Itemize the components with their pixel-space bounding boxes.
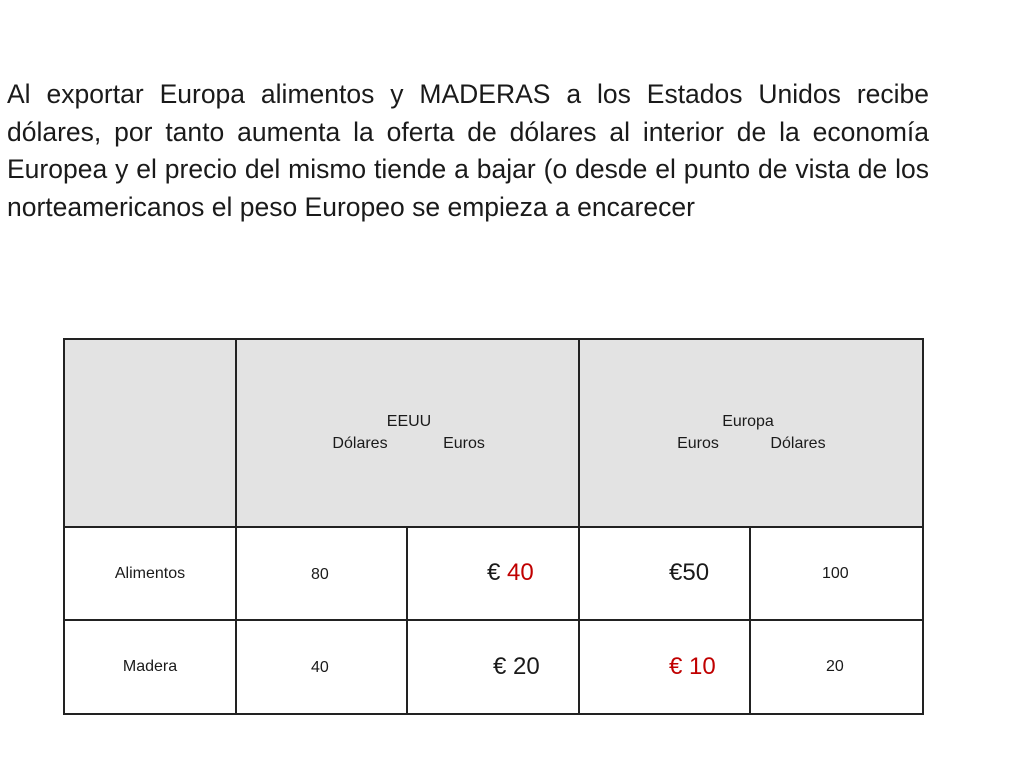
explanation-paragraph: Al exportar Europa alimentos y MADERAS a los Estados Unidos recibe dólares, por tanto aumenta la oferta de dólares al interior de la economía Europea y el precio del mismo tiende a bajar (o desde el punto de vista de los norteamericanos el peso Europeo se empieza a encarecer xyxy=(7,79,929,222)
header-eeuu-dolares: Dólares xyxy=(332,435,388,452)
eeuu-dolares-value: 40 xyxy=(311,659,329,676)
exchange-table xyxy=(63,338,924,715)
header-corner-cell xyxy=(63,338,237,528)
row-madera-label-cell xyxy=(63,619,237,715)
row-madera-europa-dolares-cell xyxy=(749,619,924,715)
row-madera-eeuu-euros-cell xyxy=(406,619,580,715)
eeuu-euros-value: € 20 xyxy=(493,653,540,680)
europa-euros-value: € 10 xyxy=(669,653,716,680)
europa-dolares-value: 20 xyxy=(826,658,844,675)
row-madera-eeuu-dolares-cell xyxy=(235,619,408,715)
row-alimentos-eeuu-euros-cell xyxy=(406,526,580,621)
header-europa-title: Europa xyxy=(722,413,774,430)
header-europa-euros: Euros xyxy=(677,435,719,452)
row-label: Alimentos xyxy=(114,565,186,582)
europa-dolares-value: 100 xyxy=(822,565,849,582)
header-eeuu-euros: Euros xyxy=(443,435,485,452)
header-eeuu-cell xyxy=(235,338,580,528)
row-label: Madera xyxy=(122,658,178,675)
eeuu-euros-value: € 40 xyxy=(487,559,534,586)
header-eeuu-title: EEUU xyxy=(386,413,432,430)
header-europa-dolares: Dólares xyxy=(770,435,826,452)
row-madera-europa-euros-cell xyxy=(578,619,751,715)
row-alimentos-eeuu-dolares-cell xyxy=(235,526,408,621)
row-alimentos-label-cell xyxy=(63,526,237,621)
europa-euros-value: €50 xyxy=(669,559,710,586)
header-europa-cell xyxy=(578,338,924,528)
eeuu-dolares-value: 80 xyxy=(311,566,329,583)
row-alimentos-europa-euros-cell xyxy=(578,526,751,621)
row-alimentos-europa-dolares-cell xyxy=(749,526,924,621)
